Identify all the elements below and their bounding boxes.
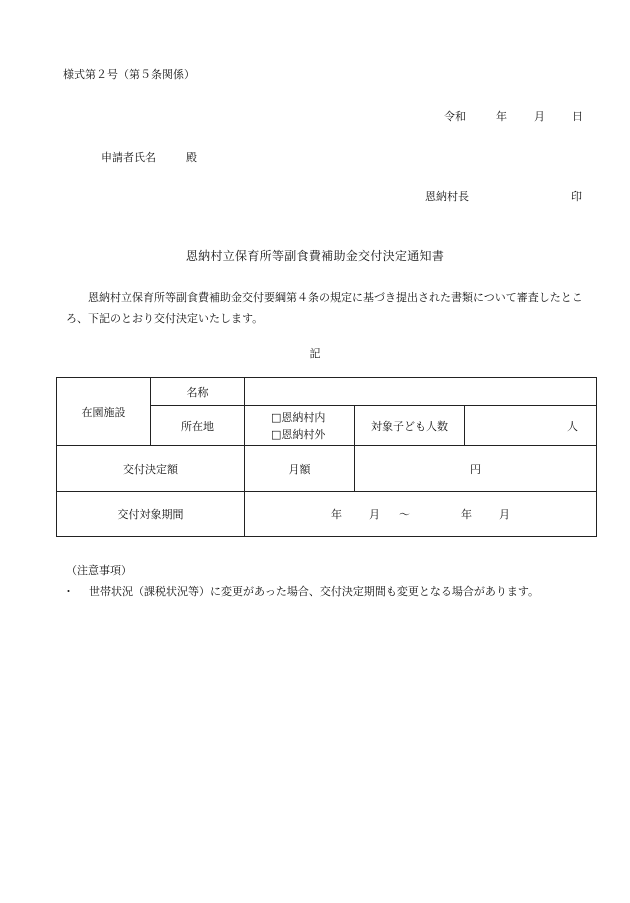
issuer-name: 恩納村長: [425, 190, 469, 203]
facility-name-value: [245, 378, 597, 406]
notes-heading: （注意事項）: [66, 564, 132, 577]
date-day: 日: [572, 110, 583, 123]
period-month-end: 月: [499, 508, 510, 521]
notes-item: [63, 583, 539, 599]
period-label: 交付対象期間: [57, 492, 245, 537]
facility-name-label: 名称: [151, 378, 245, 406]
location-outside-checkbox[interactable]: □恩納村外: [271, 427, 326, 441]
date-year: 年: [496, 110, 507, 123]
notes-bullet: ・: [63, 585, 74, 598]
subsidy-table: [56, 377, 597, 537]
seal-mark: 印: [571, 190, 582, 203]
applicant-label: 申請者氏名: [101, 151, 156, 164]
form-number: 様式第２号（第５条関係）: [63, 68, 195, 81]
children-count-label: 対象子ども人数: [355, 406, 465, 446]
body-paragraph: 恩納村立保育所等副食費補助金交付要綱第４条の規定に基づき提出された書類について審査したところ、下記のとおり交付決定いたします。: [66, 291, 583, 325]
notes-item-text: 世帯状況（課税状況等）に変更があった場合、交付決定期間も変更となる場合があります。: [89, 585, 540, 598]
amount-label: 交付決定額: [57, 446, 245, 492]
ki-heading: 記: [309, 347, 321, 360]
location-options: [245, 406, 355, 446]
period-year-start: 年: [331, 508, 342, 521]
issuer-line: [425, 188, 582, 204]
date-month: 月: [534, 110, 545, 123]
period-year-end: 年: [461, 508, 472, 521]
period-tilde: ～: [399, 508, 410, 521]
applicant-honorific: 殿: [186, 151, 197, 164]
applicant-line: [101, 149, 197, 165]
date-line: [444, 108, 583, 124]
amount-unit: 円: [355, 446, 597, 492]
period-value: [245, 492, 597, 537]
date-era: 令和: [444, 110, 466, 123]
monthly-label: 月額: [245, 446, 355, 492]
children-count-unit: 人: [465, 406, 597, 446]
period-month-start: 月: [369, 508, 380, 521]
location-label: 所在地: [151, 406, 245, 446]
location-inside-checkbox[interactable]: □恩納村内: [271, 410, 326, 424]
facility-label: 在園施設: [57, 378, 151, 446]
document-title: 恩納村立保育所等副食費補助金交付決定通知書: [185, 249, 445, 263]
